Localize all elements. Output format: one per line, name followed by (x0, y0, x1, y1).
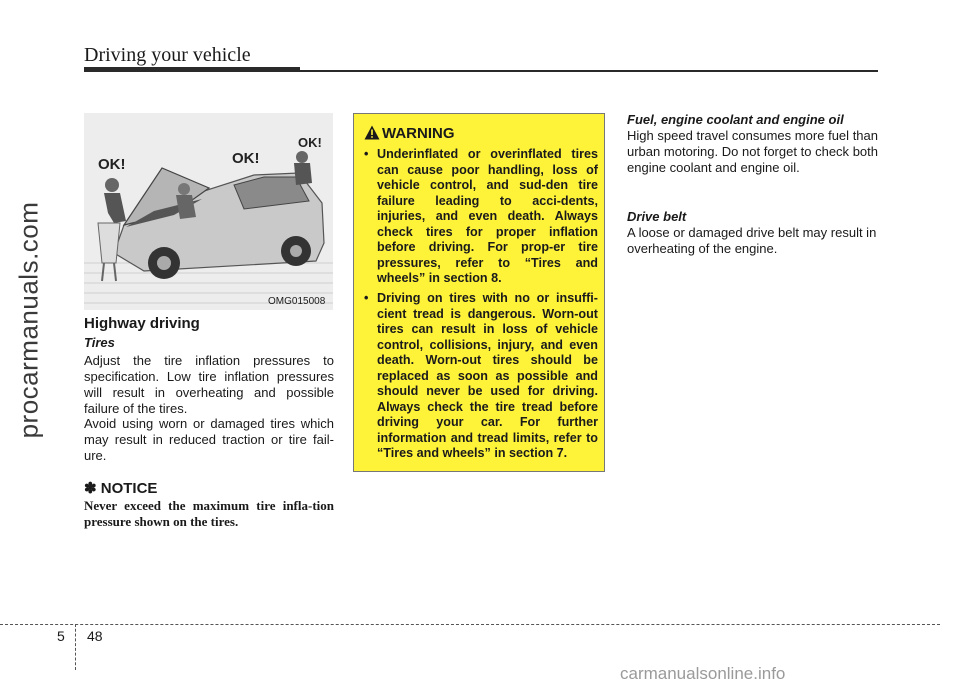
drive-belt-subheading: Drive belt (627, 209, 687, 224)
header-rule-thick (84, 67, 300, 72)
bullet-marker: • (364, 291, 369, 305)
ok-label-3: OK! (298, 135, 322, 150)
page-header-title: Driving your vehicle (84, 44, 251, 66)
car-illustration-svg (84, 113, 333, 310)
fuel-paragraph: High speed travel consumes more fuel than urban motoring. Do not forget to check both engine coolant and engine oil. (627, 128, 878, 175)
warning-item (364, 291, 598, 462)
header-rule-thin (300, 70, 878, 72)
side-watermark (4, 120, 54, 520)
footer-dashed-rule (0, 624, 940, 625)
drive-belt-paragraph: A loose or damaged drive belt may result in overheating of the engine. (627, 225, 877, 256)
warning-title: WARNING (382, 125, 455, 142)
warning-box (353, 113, 605, 472)
side-watermark-text: procarmanuals.com (13, 201, 44, 439)
footer-vertical-dashed-rule (75, 624, 76, 670)
bottom-watermark: carmanualsonline.info (620, 664, 786, 683)
notice-heading: ✽ NOTICE (84, 480, 158, 497)
bullet-marker: • (364, 147, 369, 161)
warning-triangle-icon (364, 125, 380, 140)
tires-paragraph-2: Avoid using worn or damaged tires which may result in reduced traction or tire fail-ure. (84, 416, 334, 463)
chapter-number: 5 (57, 628, 65, 644)
warning-item-text: Driving on tires with no or insuffi-cient tread is dangerous. Worn-out tires can result in loss of vehicle control, collisions, injury, and even death. Worn-out tires should be replaced as soon as possible and should never be used for driving. Always check the tire tread before driving your car. For further information and tread limits, refer to “Tires and wheels” in section 7. (377, 291, 598, 460)
car-inspection-illustration (84, 113, 333, 310)
page-number: 48 (87, 628, 103, 644)
tires-paragraph-1: Adjust the tire inflation pressures to specification. Low tire inflation pressures will result in overheating and possible failure of the tires. (84, 353, 334, 416)
warning-item-text: Underinflated or overinflated tires can cause poor handling, loss of vehicle control, and sud-den tire failure leading to acci-dents, injuries, and even death. Always check tires for proper inflation before driving. For prop-er tire pressures, refer to “Tires and wheels” in section 8. (377, 147, 598, 285)
ok-label-1: OK! (98, 156, 126, 173)
notice-text: Never exceed the maximum tire infla-tion pressure shown on the tires. (84, 498, 334, 529)
fuel-subheading: Fuel, engine coolant and engine oil (627, 112, 844, 127)
section-heading: Highway driving (84, 315, 200, 332)
illustration-caption: OMG015008 (268, 296, 326, 307)
ok-label-2: OK! (232, 150, 260, 167)
tires-subheading: Tires (84, 335, 115, 350)
warning-item (364, 147, 598, 287)
